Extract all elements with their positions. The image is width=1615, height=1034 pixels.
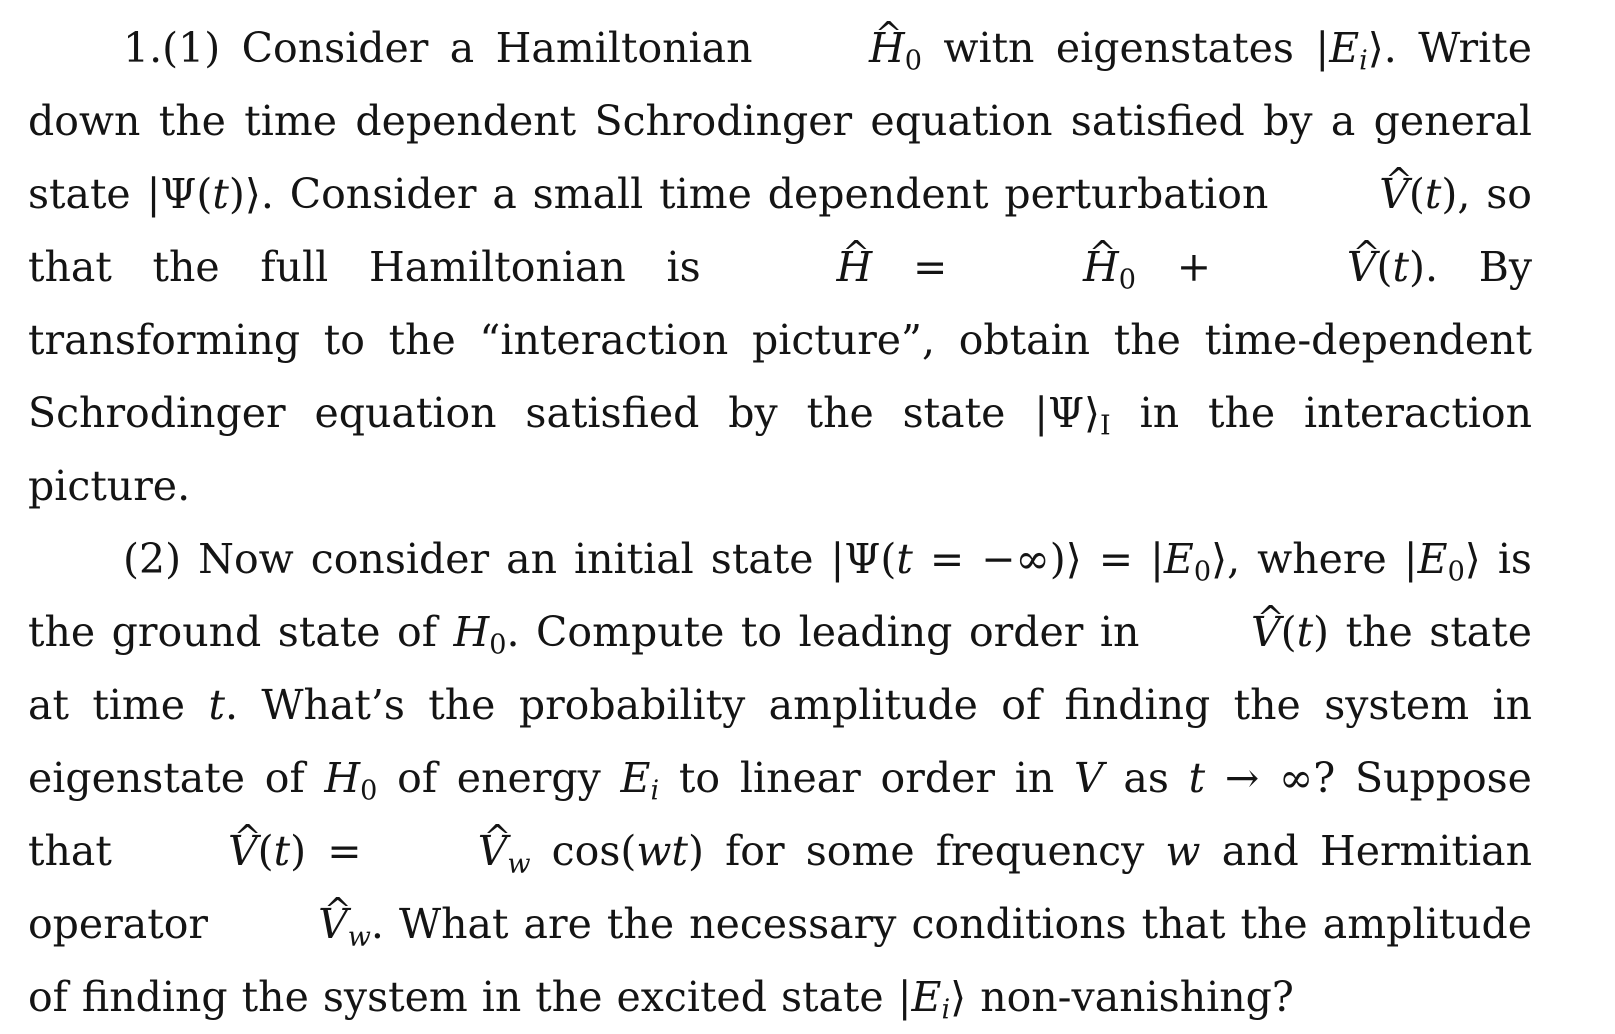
math-t-to-infinity: t → ∞ bbox=[1188, 754, 1314, 802]
text-span: . What’s the probability amplitude of finding the system in eigenstate of bbox=[28, 681, 1532, 802]
math-h0: ^ $H_0$ bbox=[774, 24, 922, 72]
math-ket-psi-interaction: $|\Psi⟩_I$ bbox=[1034, 389, 1111, 442]
math-ket-e0: $|E_0⟩$ bbox=[1403, 535, 1481, 588]
math-ket-ei-2: $|E_i⟩$ bbox=[897, 973, 967, 1026]
text-span: to linear order in bbox=[678, 754, 1055, 802]
math-v: V bbox=[1074, 754, 1104, 802]
text-span: . Compute to leading order in bbox=[506, 608, 1140, 656]
text-span: . By transforming to the “interaction picture”, obtain the time-dependent Schrodinger equation satisfied by the state bbox=[28, 243, 1532, 437]
math-h0-plain-2: $H_0$ bbox=[324, 754, 378, 807]
math-ket-ei: $|E_i⟩$ bbox=[1315, 24, 1384, 77]
math-v-t: ^ V(t) bbox=[1284, 170, 1457, 218]
text-span: . What are the necessary conditions that the amplitude of finding the system in the excited state bbox=[28, 900, 1532, 1021]
math-h0-plain: $H_0$ bbox=[453, 608, 507, 661]
text-span: , so that the full Hamiltonian is bbox=[28, 170, 1532, 291]
part-2-label: (2) bbox=[123, 535, 182, 583]
problem-statement bbox=[28, 12, 1532, 1034]
text-span: Now consider an initial state bbox=[198, 535, 814, 583]
math-initial-state: |Ψ(t = −∞)⟩ = $|E_0⟩$ bbox=[830, 535, 1228, 588]
text-span: is the ground state of bbox=[28, 535, 1532, 656]
part-1-label: 1.(1) bbox=[123, 24, 221, 72]
math-ei: $E_i$ bbox=[620, 754, 660, 807]
part-1-paragraph bbox=[28, 12, 1532, 523]
math-vw: ^ $V_w$ bbox=[223, 900, 371, 948]
math-v-t-2: ^ V(t) bbox=[1156, 608, 1329, 656]
math-w: w bbox=[1165, 827, 1201, 875]
text-span: in the interaction picture. bbox=[28, 389, 1532, 510]
text-span: ? Suppose that bbox=[28, 754, 1532, 875]
math-t: t bbox=[208, 681, 225, 729]
text-span: , where bbox=[1227, 535, 1387, 583]
text-span: of energy bbox=[397, 754, 601, 802]
text-span: the state at time bbox=[28, 608, 1532, 729]
text-span: as bbox=[1123, 754, 1169, 802]
math-v-cos: ^ V(t) = ^ $V_w$ cos(wt) bbox=[133, 827, 704, 875]
text-span: and Hermitian operator bbox=[28, 827, 1532, 948]
text-span: non-vanishing? bbox=[980, 973, 1294, 1021]
text-span: for some frequency bbox=[725, 827, 1145, 875]
text-span: Consider a Hamiltonian bbox=[241, 24, 753, 72]
text-span: . Write down the time dependent Schrodinger equation satisfied by a general state bbox=[28, 24, 1532, 218]
math-full-hamiltonian: ^ H = ^ $H_0$ + ^ V(t) bbox=[741, 243, 1425, 291]
math-ket-psi-t: |Ψ(t)⟩ bbox=[146, 170, 261, 218]
text-span: . Consider a small time dependent perturbation bbox=[260, 170, 1269, 218]
part-2-paragraph bbox=[28, 523, 1532, 1034]
text-span: witn eigenstates bbox=[943, 24, 1294, 72]
